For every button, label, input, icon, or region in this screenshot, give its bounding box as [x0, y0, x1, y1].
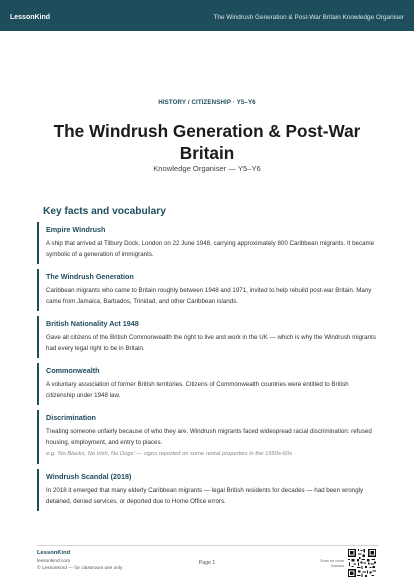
page-number: Page 1 [198, 560, 216, 566]
fact-term: Windrush Scandal (2018) [46, 472, 132, 481]
fact-card [37, 363, 379, 405]
fact-example: e.g. 'No Blacks, No Irish, No Dogs' — signs reported on some rental properties in the 1950s-60s [46, 451, 293, 457]
fact-card [37, 269, 379, 311]
footer-divider [37, 545, 379, 546]
fact-definition: Caribbean migrants who came to Britain roughly between 1948 and 1971, invited to help rebuild post-war Britain. Many came from Jamaica, Barbados, Trinidad, and other Caribbean islands. [46, 287, 372, 305]
fact-term: Empire Windrush [46, 225, 106, 234]
fact-card [37, 222, 379, 264]
section-heading: Key facts and vocabulary [43, 206, 166, 217]
fact-term: British Nationality Act 1948 [46, 319, 139, 328]
page-subtitle: Knowledge Organiser — Y5–Y6 [153, 164, 261, 173]
footer-copyright: © LessonKind — for classroom use only [37, 566, 123, 571]
qr-caption: Scan for more lessons [320, 559, 344, 568]
page-header [0, 0, 414, 31]
fact-definition: Gave all citizens of the British Commonwealth the right to live and work in the UK — which is why the Windrush migrants had every legal right to be in Britain. [46, 334, 376, 352]
header-document-title: The Windrush Generation & Post-War Britain Knowledge Organiser [213, 14, 404, 21]
fact-card [37, 316, 379, 358]
header-brand: LessonKind [10, 14, 51, 21]
fact-term: Commonwealth [46, 366, 100, 375]
fact-term: The Windrush Generation [46, 272, 134, 281]
footer-url[interactable]: lessonkind.com [37, 559, 71, 564]
fact-term: Discrimination [46, 413, 96, 422]
fact-list [37, 222, 379, 516]
fact-card [37, 469, 379, 511]
fact-definition: A ship that arrived at Tilbury Dock, London on 22 June 1948, carrying approximately 800 Caribbean migrants. It became symbolic of a generation of immigrants. [46, 240, 375, 258]
footer-brand: LessonKind [37, 550, 71, 556]
fact-definition: A voluntary association of former British territories. Citizens of Commonwealth countries were entitled to British citizenship under 1948 law. [46, 381, 349, 399]
fact-card [37, 410, 379, 464]
fact-definition: Treating someone unfairly because of who they are. Windrush migrants faced widespread racial discrimination: refused housing, employment, and entry to places. [46, 428, 372, 446]
subject-kicker: HISTORY / CITIZENSHIP · Y5–Y6 [158, 99, 256, 106]
page-title: The Windrush Generation & Post-War Britain [53, 121, 361, 163]
qr-code-icon[interactable] [348, 549, 376, 577]
fact-definition: In 2018 it emerged that many elderly Caribbean migrants — legal British residents for decades — had been wrongly detained, denied services, or deported due to Home Office errors. [46, 487, 364, 505]
